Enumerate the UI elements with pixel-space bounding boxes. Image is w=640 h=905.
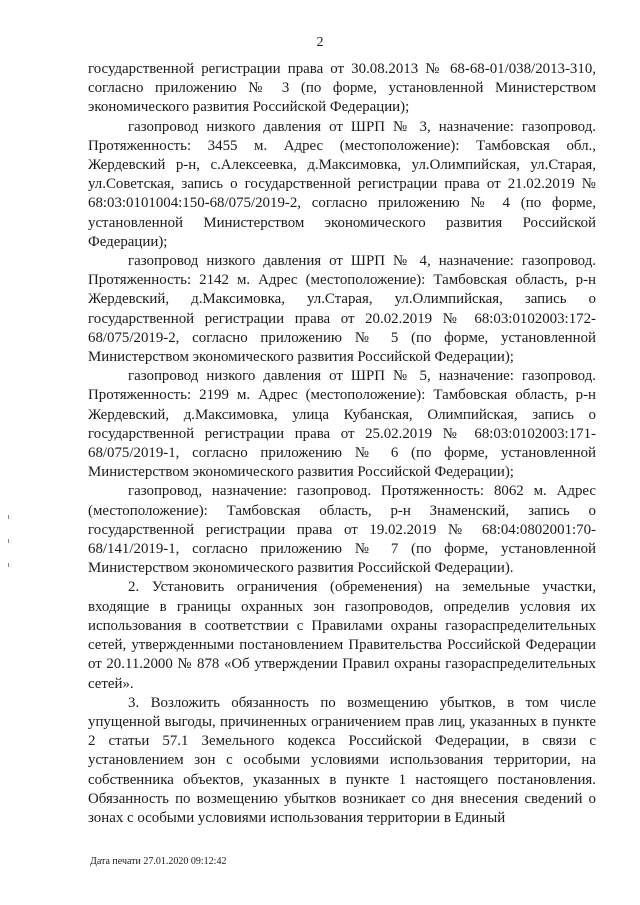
paragraph-gas-pipeline-znamensky: газопровод, назначение: газопровод. Протяженность: 8062 м. Адрес (местоположение): Тамбовская область, р-н Знаменский, запись о государственной регистрации права от 19.02.2019 № 68:04:0802001:70-68/141/2019-1, согласно приложению № 7 (по форме, установленной Министерством экономического развития Российской Федерации). xyxy=(88,483,596,577)
scan-artifact-mark xyxy=(8,515,9,519)
paragraph-continuation-registration: государственной регистрации права от 30.08.2013 № 68-68-01/038/2013-310, согласно приложению № 3 (по форме, установленной Министерством экономического развития Российской Федерации); xyxy=(88,61,596,116)
paragraph-gas-pipeline-shrp-3: газопровод низкого давления от ШРП № 3, назначение: газопровод. Протяженность: 3455 м. Адрес (местоположение): Тамбовская обл., Жердевский р-н, с.Алексеевка, д.Максимовка, ул.Олимпийская, ул.Старая, ул.Советская, запись о государственной регистрации права от 21.02.2019 № 68:03:0101004:150-68/075/2019-2, согласно приложению № 4 (по форме, установленной Министерством экономического развития Российской Федерации); xyxy=(88,118,596,250)
scan-artifact-mark xyxy=(8,539,9,543)
page-number: 2 xyxy=(316,35,324,50)
scan-artifact-mark xyxy=(8,563,9,567)
paragraph-item-2-restrictions: 2. Установить ограничения (обременения) на земельные участки, входящие в границы охранных зон газопроводов, определив условия их использования в соответствии с Правилами охраны газораспределительных сетей, утвержденными постановлением Правительства Российской Федерации от 20.11.2000 № 878 «Об утверждении Правил охраны газораспределительных сетей». xyxy=(88,579,596,692)
print-date-footer: Дата печати 27.01.2020 09:12:42 xyxy=(90,856,227,867)
paragraph-item-3-compensation: 3. Возложить обязанность по возмещению убытков, в том числе упущенной выгоды, причиненных ограничением прав лиц, указанных в пункте 2 статьи 57.1 Земельного кодекса Российской Федерации, в связи с установлением зон с особыми условиями использования территории, на собственника объектов, указанных в пункте 1 настоящего постановления. Обязанность по возмещению убытков возникает со дня внесения сведений о зонах с особыми условиями использования территории в Единый xyxy=(88,694,596,826)
document-body xyxy=(88,60,596,828)
paragraph-gas-pipeline-shrp-5: газопровод низкого давления от ШРП № 5, назначение: газопровод. Протяженность: 2199 м. Адрес (местоположение): Тамбовская область, р-н Жердевский, д.Максимовка, улица Кубанская, Олимпийская, запись о государственной регистрации права от 25.02.2019 № 68:03:0102003:171-68/075/2019-1, согласно приложению № 6 (по форме, установленной Министерством экономического развития Российской Федерации); xyxy=(88,368,596,481)
paragraph-gas-pipeline-shrp-4: газопровод низкого давления от ШРП № 4, назначение: газопровод. Протяженность: 2142 м. Адрес (местоположение): Тамбовская область, р-н Жердевский, д.Максимовка, ул.Старая, ул.Олимпийская, запись о государственной регистрации права от 20.02.2019 № 68:03:0102003:172-68/075/2019-2, согласно приложению № 5 (по форме, установленной Министерством экономического развития Российской Федерации); xyxy=(88,253,596,366)
